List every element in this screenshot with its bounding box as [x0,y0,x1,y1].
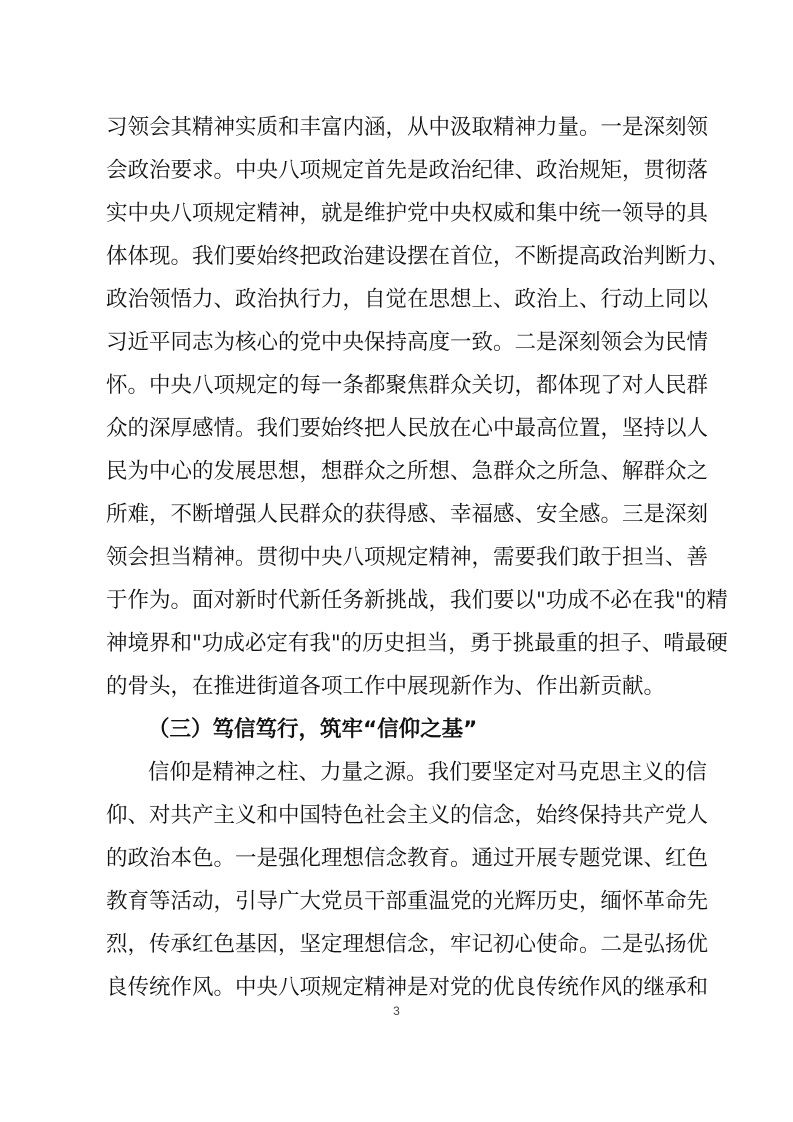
page-number: 3 [393,1004,400,1018]
body-text-line: 习领会其精神实质和丰富内涵，从中汲取精神力量。一是深刻领 [106,115,709,140]
body-text-line: 民为中心的发展思想，想群众之所想、急群众之所急、解群众之 [106,459,709,484]
body-text-line: 怀。中央八项规定的每一条都聚焦群众关切，都体现了对人民群 [106,373,709,398]
body-text-line: 信仰是精神之柱、力量之源。我们要坚定对马克思主义的信 [148,760,708,785]
body-text-line: 的骨头，在推进街道各项工作中展现新作为、作出新贡献。 [106,674,666,699]
body-text-line: 所难，不断增强人民群众的获得感、幸福感、安全感。三是深刻 [106,502,709,527]
body-text-line: 的政治本色。一是强化理想信念教育。通过开展专题党课、红色 [106,846,709,871]
body-text-line: 体体现。我们要始终把政治建设摆在首位，不断提高政治判断力、 [106,244,730,269]
body-text-line: 教育等活动，引导广大党员干部重温党的光辉历史，缅怀革命先 [106,889,709,914]
body-text-line: 众的深厚感情。我们要始终把人民放在心中最高位置，坚持以人 [106,416,709,441]
body-text-line: 烈，传承红色基因，坚定理想信念，牢记初心使命。二是弘扬优 [106,932,709,957]
body-text-line: 会政治要求。中央八项规定首先是政治纪律、政治规矩，贯彻落 [106,158,709,183]
body-text-line: 良传统作风。中央八项规定精神是对党的优良传统作风的继承和 [106,975,709,1000]
body-text-line: 神境界和"功成必定有我"的历史担当，勇于挑最重的担子、啃最硬 [106,631,728,656]
body-text-line: 仰、对共产主义和中国特色社会主义的信念，始终保持共产党人 [106,803,709,828]
body-text-line: 实中央八项规定精神，就是维护党中央权威和集中统一领导的具 [106,201,709,226]
body-text-line: 习近平同志为核心的党中央保持高度一致。二是深刻领会为民情 [106,330,709,355]
section-heading: （三）笃信笃行，筑牢“信仰之基” [148,717,478,742]
body-text-line: 领会担当精神。贯彻中央八项规定精神，需要我们敢于担当、善 [106,545,709,570]
body-text-line: 于作为。面对新时代新任务新挑战，我们要以"功成不必在我"的精 [106,588,728,613]
body-text-line: 政治领悟力、政治执行力，自觉在思想上、政治上、行动上同以 [106,287,709,312]
